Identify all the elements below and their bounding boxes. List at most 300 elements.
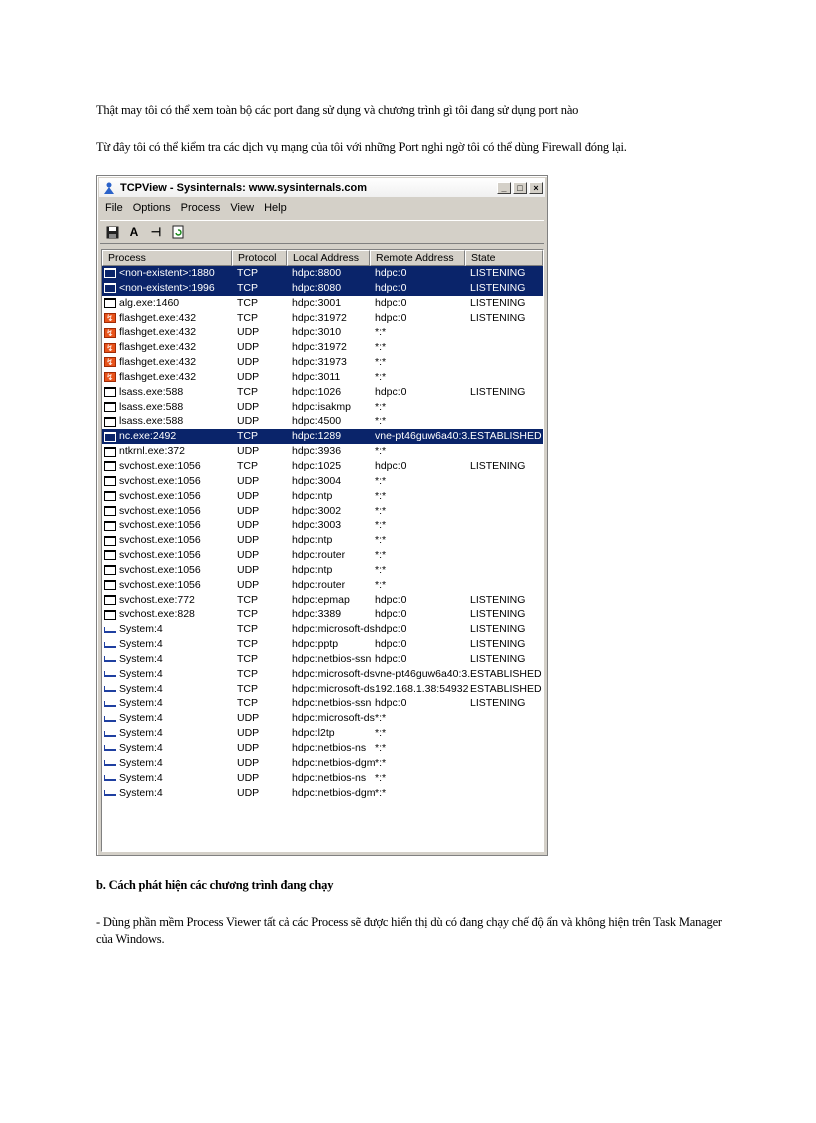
- protocol-cell: UDP: [237, 712, 260, 725]
- window-process-icon: [104, 476, 116, 486]
- protocol-cell: TCP: [237, 608, 258, 621]
- state-cell: LISTENING: [470, 697, 526, 710]
- process-cell: [102, 786, 232, 801]
- process-name: System:4: [119, 771, 163, 784]
- protocol-cell: TCP: [237, 459, 258, 472]
- system-process-icon: [104, 745, 116, 751]
- table-row[interactable]: [102, 296, 543, 311]
- process-cell: [102, 459, 232, 474]
- table-row[interactable]: [102, 696, 543, 711]
- local-address-cell: hdpc:8800: [292, 267, 342, 279]
- process-name: System:4: [119, 638, 163, 651]
- state-cell: LISTENING: [470, 623, 526, 636]
- state-cell: [465, 489, 543, 504]
- process-name: System:4: [119, 652, 163, 665]
- process-cell: [102, 726, 232, 741]
- column-header-local-address[interactable]: Local Address: [287, 250, 370, 266]
- process-name: System:4: [119, 667, 163, 680]
- table-row[interactable]: [102, 667, 543, 682]
- local-address-cell: hdpc:netbios-ssn: [292, 652, 372, 665]
- process-name: svchost.exe:1056: [119, 534, 201, 547]
- state-cell: ESTABLISHED: [470, 430, 542, 443]
- system-process-icon: [104, 686, 116, 692]
- toolbar: [100, 220, 544, 244]
- table-row[interactable]: [102, 622, 543, 637]
- process-cell: [102, 400, 232, 415]
- local-address-cell: hdpc:31973: [292, 356, 347, 369]
- table-row[interactable]: [102, 474, 543, 489]
- window-process-icon: [104, 417, 116, 427]
- process-cell: [102, 622, 232, 637]
- process-cell: [102, 741, 232, 756]
- local-address-cell: hdpc:3003: [292, 519, 342, 532]
- window-process-icon: [104, 595, 116, 605]
- process-cell: [102, 696, 232, 711]
- local-address-cell: hdpc:1026: [292, 385, 342, 398]
- process-name: System:4: [119, 623, 163, 636]
- table-row[interactable]: [102, 593, 543, 608]
- state-cell: [465, 533, 543, 548]
- process-cell: [102, 474, 232, 489]
- process-cell: [102, 340, 232, 355]
- process-name: System:4: [119, 712, 163, 725]
- process-cell: [102, 652, 232, 667]
- state-cell: LISTENING: [470, 608, 526, 621]
- state-cell: LISTENING: [470, 296, 526, 309]
- list-header: [102, 250, 543, 266]
- protocol-cell: UDP: [237, 549, 260, 562]
- protocol-cell: TCP: [237, 697, 258, 710]
- table-row[interactable]: [102, 741, 543, 756]
- flashget-process-icon: [104, 328, 116, 338]
- local-address-cell: hdpc:ntp: [292, 489, 333, 502]
- local-address-cell: hdpc:3936: [292, 445, 342, 458]
- table-row[interactable]: [102, 726, 543, 741]
- state-cell: LISTENING: [470, 385, 526, 398]
- remote-address-cell: *:*: [375, 356, 387, 369]
- remote-address-cell: *:*: [375, 771, 387, 784]
- remote-address-cell: *:*: [375, 727, 387, 740]
- protocol-cell: TCP: [237, 267, 258, 279]
- minimize-button[interactable]: _: [497, 182, 511, 194]
- local-address-cell: hdpc:isakmp: [292, 400, 351, 413]
- process-cell: [102, 578, 232, 593]
- remote-address-cell: *:*: [375, 326, 387, 339]
- process-cell: [102, 682, 232, 697]
- local-address-cell: hdpc:31972: [292, 341, 347, 354]
- title-bar[interactable]: [99, 178, 545, 197]
- window-process-icon: [104, 298, 116, 308]
- process-name: System:4: [119, 742, 163, 754]
- tcpview-window: [96, 175, 548, 856]
- state-cell: ESTABLISHED: [470, 682, 542, 695]
- state-cell: [465, 726, 543, 741]
- table-row[interactable]: [102, 771, 543, 786]
- state-cell: [465, 786, 543, 801]
- remote-address-cell: hdpc:0: [375, 296, 407, 309]
- process-name: svchost.exe:828: [119, 608, 195, 621]
- list-body: [102, 266, 543, 800]
- table-row[interactable]: [102, 637, 543, 652]
- remote-address-cell: hdpc:0: [375, 385, 407, 398]
- table-row[interactable]: [102, 504, 543, 519]
- local-address-cell: hdpc:ntp: [292, 563, 333, 576]
- remote-address-cell: *:*: [375, 712, 387, 725]
- remote-address-cell: hdpc:0: [375, 267, 407, 279]
- process-cell: [102, 637, 232, 652]
- column-header-process[interactable]: Process: [102, 250, 232, 266]
- table-row[interactable]: [102, 459, 543, 474]
- protocol-cell: TCP: [237, 593, 258, 606]
- table-row[interactable]: [102, 682, 543, 697]
- window-process-icon: [104, 580, 116, 590]
- system-process-icon: [104, 760, 116, 766]
- local-address-cell: hdpc:router: [292, 578, 346, 591]
- menu-help[interactable]: Help: [264, 202, 287, 214]
- process-cell: [102, 414, 232, 429]
- protocol-cell: UDP: [237, 370, 260, 383]
- menu-bar: [100, 200, 292, 218]
- remote-address-cell: *:*: [375, 563, 387, 576]
- remote-address-cell: *:*: [375, 786, 387, 799]
- local-address-cell: hdpc:1025: [292, 459, 342, 472]
- process-cell: [102, 771, 232, 786]
- process-cell: [102, 518, 232, 533]
- process-name: lsass.exe:588: [119, 385, 184, 398]
- process-name: flashget.exe:432: [119, 356, 197, 369]
- system-process-icon: [104, 642, 116, 648]
- table-row[interactable]: [102, 400, 543, 415]
- protocol-cell: UDP: [237, 474, 260, 487]
- table-row[interactable]: [102, 414, 543, 429]
- window-process-icon: [104, 283, 116, 293]
- table-row[interactable]: [102, 652, 543, 667]
- table-row[interactable]: [102, 325, 543, 340]
- protocol-cell: UDP: [237, 534, 260, 547]
- process-cell: [102, 444, 232, 459]
- remote-address-cell: hdpc:0: [375, 652, 407, 665]
- process-name: System:4: [119, 756, 163, 769]
- system-process-icon: [104, 671, 116, 677]
- protocol-cell: UDP: [237, 356, 260, 369]
- process-name: System:4: [119, 697, 163, 710]
- process-cell: [102, 311, 232, 326]
- state-cell: LISTENING: [470, 267, 526, 279]
- table-row[interactable]: [102, 518, 543, 533]
- remote-address-cell: hdpc:0: [375, 281, 407, 294]
- state-cell: [465, 518, 543, 533]
- protocol-cell: UDP: [237, 341, 260, 354]
- protocol-cell: TCP: [237, 281, 258, 294]
- system-process-icon: [104, 656, 116, 662]
- process-cell: [102, 266, 232, 281]
- local-address-cell: hdpc:1289: [292, 430, 342, 443]
- tcpview-app-icon: [102, 181, 116, 195]
- protocol-cell: UDP: [237, 727, 260, 740]
- process-name: System:4: [119, 727, 163, 740]
- local-address-cell: hdpc:netbios-ns: [292, 771, 367, 784]
- font-icon[interactable]: A: [129, 225, 139, 239]
- protocol-cell: UDP: [237, 445, 260, 458]
- state-cell: [465, 711, 543, 726]
- state-cell: [465, 741, 543, 756]
- local-address-cell: hdpc:netbios-dgm: [292, 786, 376, 799]
- window-process-icon: [104, 268, 116, 278]
- remote-address-cell: hdpc:0: [375, 593, 407, 606]
- process-name: flashget.exe:432: [119, 311, 197, 324]
- window-process-icon: [104, 550, 116, 560]
- protocol-cell: UDP: [237, 756, 260, 769]
- menu-view[interactable]: View: [230, 202, 255, 214]
- window-process-icon: [104, 387, 116, 397]
- table-row[interactable]: [102, 311, 543, 326]
- window-process-icon: [104, 506, 116, 516]
- process-cell: [102, 370, 232, 385]
- local-address-cell: hdpc:4500: [292, 415, 342, 428]
- flashget-process-icon: [104, 357, 116, 367]
- window-title: TCPView - Sysinternals: www.sysinternals.com: [120, 181, 367, 194]
- protocol-cell: UDP: [237, 742, 260, 754]
- state-cell: [465, 370, 543, 385]
- local-address-cell: hdpc:epmap: [292, 593, 350, 606]
- local-address-cell: hdpc:3001: [292, 296, 342, 309]
- process-cell: [102, 667, 232, 682]
- state-cell: [465, 340, 543, 355]
- process-cell: [102, 548, 232, 563]
- state-cell: [465, 504, 543, 519]
- process-cell: [102, 489, 232, 504]
- window-process-icon: [104, 432, 116, 442]
- process-name: svchost.exe:1056: [119, 504, 201, 517]
- table-row[interactable]: [102, 533, 543, 548]
- table-row[interactable]: [102, 444, 543, 459]
- remote-address-cell: 192.168.1.38:54932: [375, 682, 469, 695]
- local-address-cell: hdpc:3010: [292, 326, 342, 339]
- state-cell: [465, 414, 543, 429]
- remote-address-cell: hdpc:0: [375, 311, 407, 324]
- process-name: flashget.exe:432: [119, 326, 197, 339]
- local-address-cell: hdpc:netbios-ns: [292, 742, 367, 754]
- process-cell: [102, 533, 232, 548]
- window-process-icon: [104, 536, 116, 546]
- protocol-cell: TCP: [237, 385, 258, 398]
- protocol-cell: UDP: [237, 563, 260, 576]
- process-name: lsass.exe:588: [119, 415, 184, 428]
- intro-paragraph: Thật may tôi có thể xem toàn bộ các port đang sử dụng và chương trình gì tôi đang sử dụng port nào: [96, 103, 579, 117]
- local-address-cell: hdpc:netbios-ssn: [292, 697, 372, 710]
- menu-file[interactable]: File: [105, 202, 123, 214]
- process-name: lsass.exe:588: [119, 400, 184, 413]
- system-process-icon: [104, 716, 116, 722]
- remote-address-cell: *:*: [375, 756, 387, 769]
- process-name: <non-existent>:1996: [119, 281, 215, 294]
- process-cell: [102, 429, 232, 444]
- table-row[interactable]: [102, 756, 543, 771]
- maximize-button[interactable]: □: [513, 182, 527, 194]
- process-cell: [102, 711, 232, 726]
- state-cell: [465, 578, 543, 593]
- state-cell: [465, 474, 543, 489]
- remote-address-cell: *:*: [375, 474, 387, 487]
- local-address-cell: hdpc:microsoft-ds: [292, 623, 375, 636]
- window-process-icon: [104, 565, 116, 575]
- local-address-cell: hdpc:8080: [292, 281, 342, 294]
- protocol-cell: UDP: [237, 326, 260, 339]
- process-cell: [102, 325, 232, 340]
- remote-address-cell: hdpc:0: [375, 638, 407, 651]
- state-cell: [465, 325, 543, 340]
- state-cell: LISTENING: [470, 281, 526, 294]
- local-address-cell: hdpc:microsoft-ds: [292, 667, 375, 680]
- save-icon[interactable]: [102, 223, 122, 241]
- table-row[interactable]: [102, 786, 543, 801]
- protocol-cell: TCP: [237, 667, 258, 680]
- local-address-cell: hdpc:microsoft-ds: [292, 712, 375, 725]
- remote-address-cell: vne-pt46guw6a40:3...: [375, 667, 476, 680]
- table-row[interactable]: [102, 711, 543, 726]
- process-name: svchost.exe:1056: [119, 489, 201, 502]
- local-address-cell: hdpc:31972: [292, 311, 347, 324]
- state-cell: [465, 355, 543, 370]
- close-button[interactable]: ×: [529, 182, 543, 194]
- state-cell: [465, 400, 543, 415]
- local-address-cell: hdpc:3389: [292, 608, 342, 621]
- table-row[interactable]: [102, 281, 543, 296]
- process-cell: [102, 756, 232, 771]
- state-cell: [465, 548, 543, 563]
- local-address-cell: hdpc:l2tp: [292, 727, 335, 740]
- local-address-cell: hdpc:pptp: [292, 638, 339, 651]
- remote-address-cell: hdpc:0: [375, 697, 407, 710]
- protocol-cell: TCP: [237, 623, 258, 636]
- remote-address-cell: hdpc:0: [375, 623, 407, 636]
- state-cell: [465, 771, 543, 786]
- remote-address-cell: *:*: [375, 489, 387, 502]
- state-cell: LISTENING: [470, 652, 526, 665]
- process-cell: [102, 563, 232, 578]
- window-process-icon: [104, 461, 116, 471]
- protocol-cell: UDP: [237, 771, 260, 784]
- process-cell: [102, 504, 232, 519]
- remote-address-cell: *:*: [375, 742, 387, 754]
- remote-address-cell: *:*: [375, 578, 387, 591]
- process-cell: [102, 355, 232, 370]
- local-address-cell: hdpc:ntp: [292, 534, 333, 547]
- process-name: svchost.exe:1056: [119, 519, 201, 532]
- window-process-icon: [104, 521, 116, 531]
- window-process-icon: [104, 491, 116, 501]
- remote-address-cell: *:*: [375, 519, 387, 532]
- protocol-cell: UDP: [237, 578, 260, 591]
- remote-address-cell: *:*: [375, 370, 387, 383]
- state-cell: [465, 756, 543, 771]
- process-cell: [102, 607, 232, 622]
- close-connection-icon[interactable]: ⊣: [150, 225, 162, 239]
- protocol-cell: UDP: [237, 489, 260, 502]
- process-name: <non-existent>:1880: [119, 267, 215, 279]
- local-address-cell: hdpc:3004: [292, 474, 342, 487]
- remote-address-cell: *:*: [375, 341, 387, 354]
- process-name: svchost.exe:1056: [119, 459, 201, 472]
- system-process-icon: [104, 790, 116, 796]
- remote-address-cell: *:*: [375, 445, 387, 458]
- protocol-cell: TCP: [237, 311, 258, 324]
- table-row[interactable]: [102, 355, 543, 370]
- local-address-cell: hdpc:netbios-dgm: [292, 756, 376, 769]
- state-cell: LISTENING: [470, 593, 526, 606]
- column-header-protocol[interactable]: Protocol: [232, 250, 287, 266]
- process-name: System:4: [119, 786, 163, 799]
- local-address-cell: hdpc:microsoft-ds: [292, 682, 375, 695]
- system-process-icon: [104, 775, 116, 781]
- protocol-cell: UDP: [237, 415, 260, 428]
- menu-options[interactable]: Options: [132, 202, 171, 214]
- remote-address-cell: *:*: [375, 415, 387, 428]
- table-row[interactable]: [102, 340, 543, 355]
- state-cell: ESTABLISHED: [470, 667, 542, 680]
- state-cell: LISTENING: [470, 459, 526, 472]
- process-name: System:4: [119, 682, 163, 695]
- table-row[interactable]: [102, 607, 543, 622]
- remote-address-cell: hdpc:0: [375, 459, 407, 472]
- table-row[interactable]: [102, 266, 543, 281]
- state-cell: [465, 444, 543, 459]
- table-row[interactable]: [102, 370, 543, 385]
- process-name: alg.exe:1460: [119, 296, 180, 309]
- process-name: flashget.exe:432: [119, 370, 197, 383]
- table-row[interactable]: [102, 578, 543, 593]
- process-cell: [102, 296, 232, 311]
- window-process-icon: [104, 447, 116, 457]
- system-process-icon: [104, 701, 116, 707]
- table-row[interactable]: [102, 489, 543, 504]
- protocol-cell: TCP: [237, 296, 258, 309]
- state-cell: LISTENING: [470, 311, 526, 324]
- local-address-cell: hdpc:router: [292, 549, 346, 562]
- process-name: ntkrnl.exe:372: [119, 445, 185, 458]
- protocol-cell: TCP: [237, 638, 258, 651]
- process-name: svchost.exe:772: [119, 593, 195, 606]
- table-row[interactable]: [102, 548, 543, 563]
- flashget-process-icon: [104, 343, 116, 353]
- window-process-icon: [104, 402, 116, 412]
- connections-list[interactable]: [101, 249, 544, 852]
- protocol-cell: TCP: [237, 652, 258, 665]
- table-row[interactable]: [102, 385, 543, 400]
- process-cell: [102, 593, 232, 608]
- remote-address-cell: *:*: [375, 534, 387, 547]
- refresh-icon[interactable]: [168, 223, 188, 241]
- column-header-state[interactable]: State: [465, 250, 543, 266]
- flashget-process-icon: [104, 313, 116, 323]
- remote-address-cell: *:*: [375, 504, 387, 517]
- process-name: nc.exe:2492: [119, 430, 177, 443]
- menu-process[interactable]: Process: [180, 202, 221, 214]
- state-cell: [465, 563, 543, 578]
- protocol-cell: TCP: [237, 430, 258, 443]
- table-row[interactable]: [102, 429, 543, 444]
- column-header-remote-address[interactable]: Remote Address: [370, 250, 465, 266]
- process-name: svchost.exe:1056: [119, 549, 201, 562]
- process-name: svchost.exe:1056: [119, 474, 201, 487]
- protocol-cell: TCP: [237, 682, 258, 695]
- process-name: svchost.exe:1056: [119, 563, 201, 576]
- remote-address-cell: *:*: [375, 549, 387, 562]
- table-row[interactable]: [102, 563, 543, 578]
- remote-address-cell: vne-pt46guw6a40:3...: [375, 430, 476, 443]
- protocol-cell: UDP: [237, 504, 260, 517]
- remote-address-cell: hdpc:0: [375, 608, 407, 621]
